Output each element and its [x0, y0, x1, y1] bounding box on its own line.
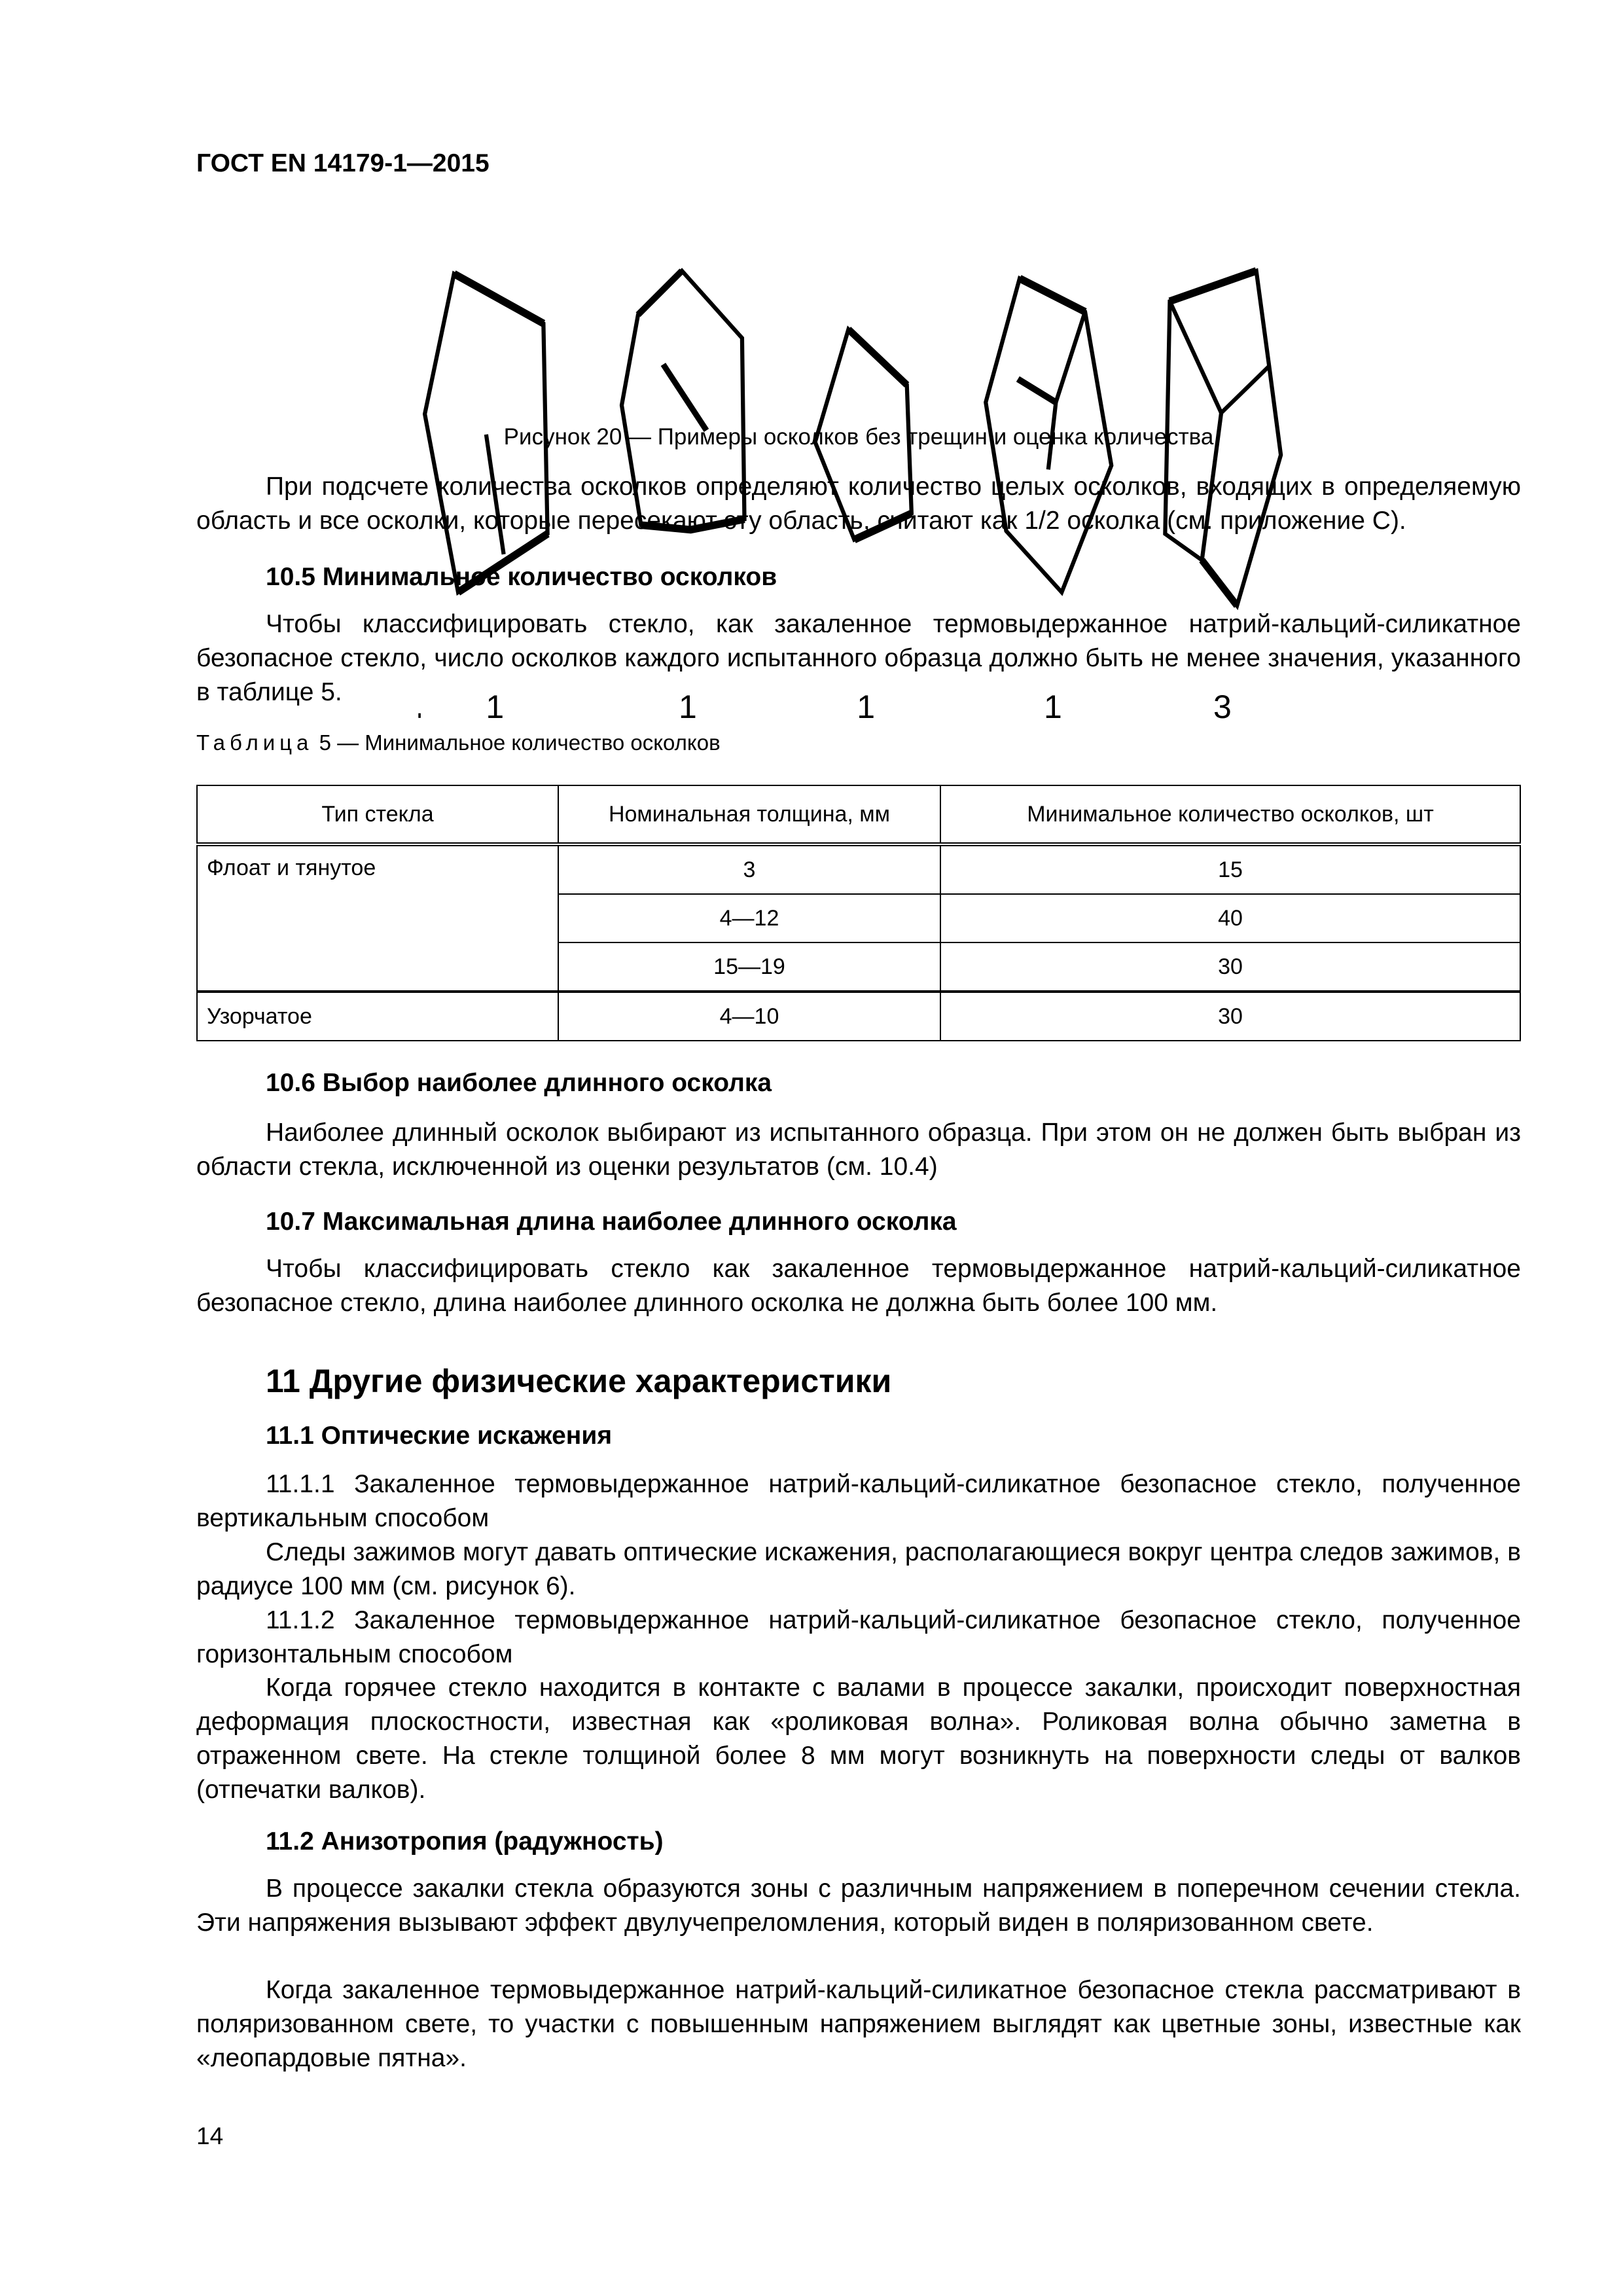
table-row [197, 844, 1520, 894]
paragraph-11-1-1: 11.1.1 Закаленное термовыдержанное натрий-кальций-силикатное безопасное стекло, полученное вертикальным способом [196, 1470, 1521, 1532]
heading-11: 11 Другие физические характеристики [266, 1363, 892, 1399]
cell-min: 30 [940, 942, 1520, 992]
cell-min: 40 [940, 894, 1520, 942]
header-thickness: Номинальная толщина, мм [558, 785, 940, 844]
cell-type: Флоат и тянутое [197, 844, 558, 992]
table-5-min-fragments [196, 785, 1521, 1041]
paragraph-10-6: Наиболее длинный осколок выбирают из испытанного образца. При этом он не должен быть выбран из области стекла, исключенной из оценки результатов (см. 10.4) [196, 1119, 1521, 1181]
fragment-count-2: 1 [678, 688, 697, 725]
fragment-count-1: 1 [486, 688, 505, 725]
cell-thickness: 4—12 [558, 894, 940, 942]
cell-min: 15 [940, 844, 1520, 894]
table-caption-prefix: Таблица [196, 730, 313, 755]
paragraph-count-rule: При подсчете количества осколков определяют количество целых осколков, входящих в определяемую область и все осколки, которые пересекают эту область, считают как 1/2 осколка (см. приложение С). [196, 473, 1521, 535]
cell-thickness: 3 [558, 844, 940, 894]
cell-min: 30 [940, 992, 1520, 1041]
table-row [197, 992, 1520, 1041]
table-caption [196, 730, 721, 755]
header-glass-type: Тип стекла [197, 785, 558, 844]
heading-11-1: 11.1 Оптические искажения [266, 1422, 613, 1450]
paragraph-10-5: Чтобы классифицировать стекло, как закаленное термовыдержанное натрий-кальций-силикатное безопасное стекло, число осколков каждого испытанного образца должно быть не менее значения, указанного в таблице 5. [196, 610, 1521, 706]
fragment-count-3: 1 [857, 688, 876, 725]
heading-10-6: 10.6 Выбор наиболее длинного осколка [266, 1069, 772, 1097]
paragraph-10-7: Чтобы классифицировать стекло как закаленное термовыдержанное натрий-кальций-силикатное безопасное стекло, длина наиболее длинного осколка не должна быть более 100 мм. [196, 1255, 1521, 1317]
cell-thickness: 4—10 [558, 992, 940, 1041]
heading-10-7: 10.7 Максимальная длина наиболее длинного осколка [266, 1208, 957, 1236]
document-header: ГОСТ EN 14179-1—2015 [196, 149, 490, 177]
table-caption-text: 5 — Минимальное количество осколков [319, 730, 721, 755]
figure-caption: Рисунок 20 — Примеры осколков без трещин и оценка количества [503, 424, 1214, 450]
fragment-count-5: 3 [1213, 688, 1232, 725]
paragraph-11-2-zones: В процессе закалки стекла образуются зоны с различным напряжением в поперечном сечении стекла. Эти напряжения вызывают эффект двулучепреломления, который виден в поляризованном свете. [196, 1874, 1521, 1937]
page-number: 14 [196, 2123, 224, 2149]
paragraph-11-1-2: 11.1.2 Закаленное термовыдержанное натрий-кальций-силикатное безопасное стекло, полученное горизонтальным способом [196, 1606, 1521, 1668]
header-min-count: Минимальное количество осколков, шт [940, 785, 1520, 844]
cell-thickness: 15—19 [558, 942, 940, 992]
heading-10-5: 10.5 Минимальное количество осколков [266, 563, 777, 591]
fragment-count-4: 1 [1044, 688, 1062, 725]
paragraph-11-1-clamp-marks: Следы зажимов могут давать оптические искажения, располагающиеся вокруг центра следов зажимов, в радиусе 100 мм (см. рисунок 6). [196, 1538, 1521, 1600]
paragraph-11-1-roller-wave: Когда горячее стекло находится в контакте с валами в процессе закалки, происходит поверхностная деформация плоскостности, известная как «роликовая волна». Роликовая волна обычно заметна в отраженном свете. На стекле толщиной более 8 мм могут возникнуть на поверхности следы от валков (отпечатки валков). [196, 1674, 1521, 1804]
heading-11-2: 11.2 Анизотропия (радужность) [266, 1827, 664, 1856]
table-header-row [197, 785, 1520, 844]
paragraph-11-2-leopard-spots: Когда закаленное термовыдержанное натрий-кальций-силикатное безопасное стекла рассматривают в поляризованном свете, то участки с повышенным напряжением выглядят как цветные зоны, известные как «леопардовые пятна». [196, 1976, 1521, 2072]
cell-type: Узорчатое [197, 992, 558, 1041]
